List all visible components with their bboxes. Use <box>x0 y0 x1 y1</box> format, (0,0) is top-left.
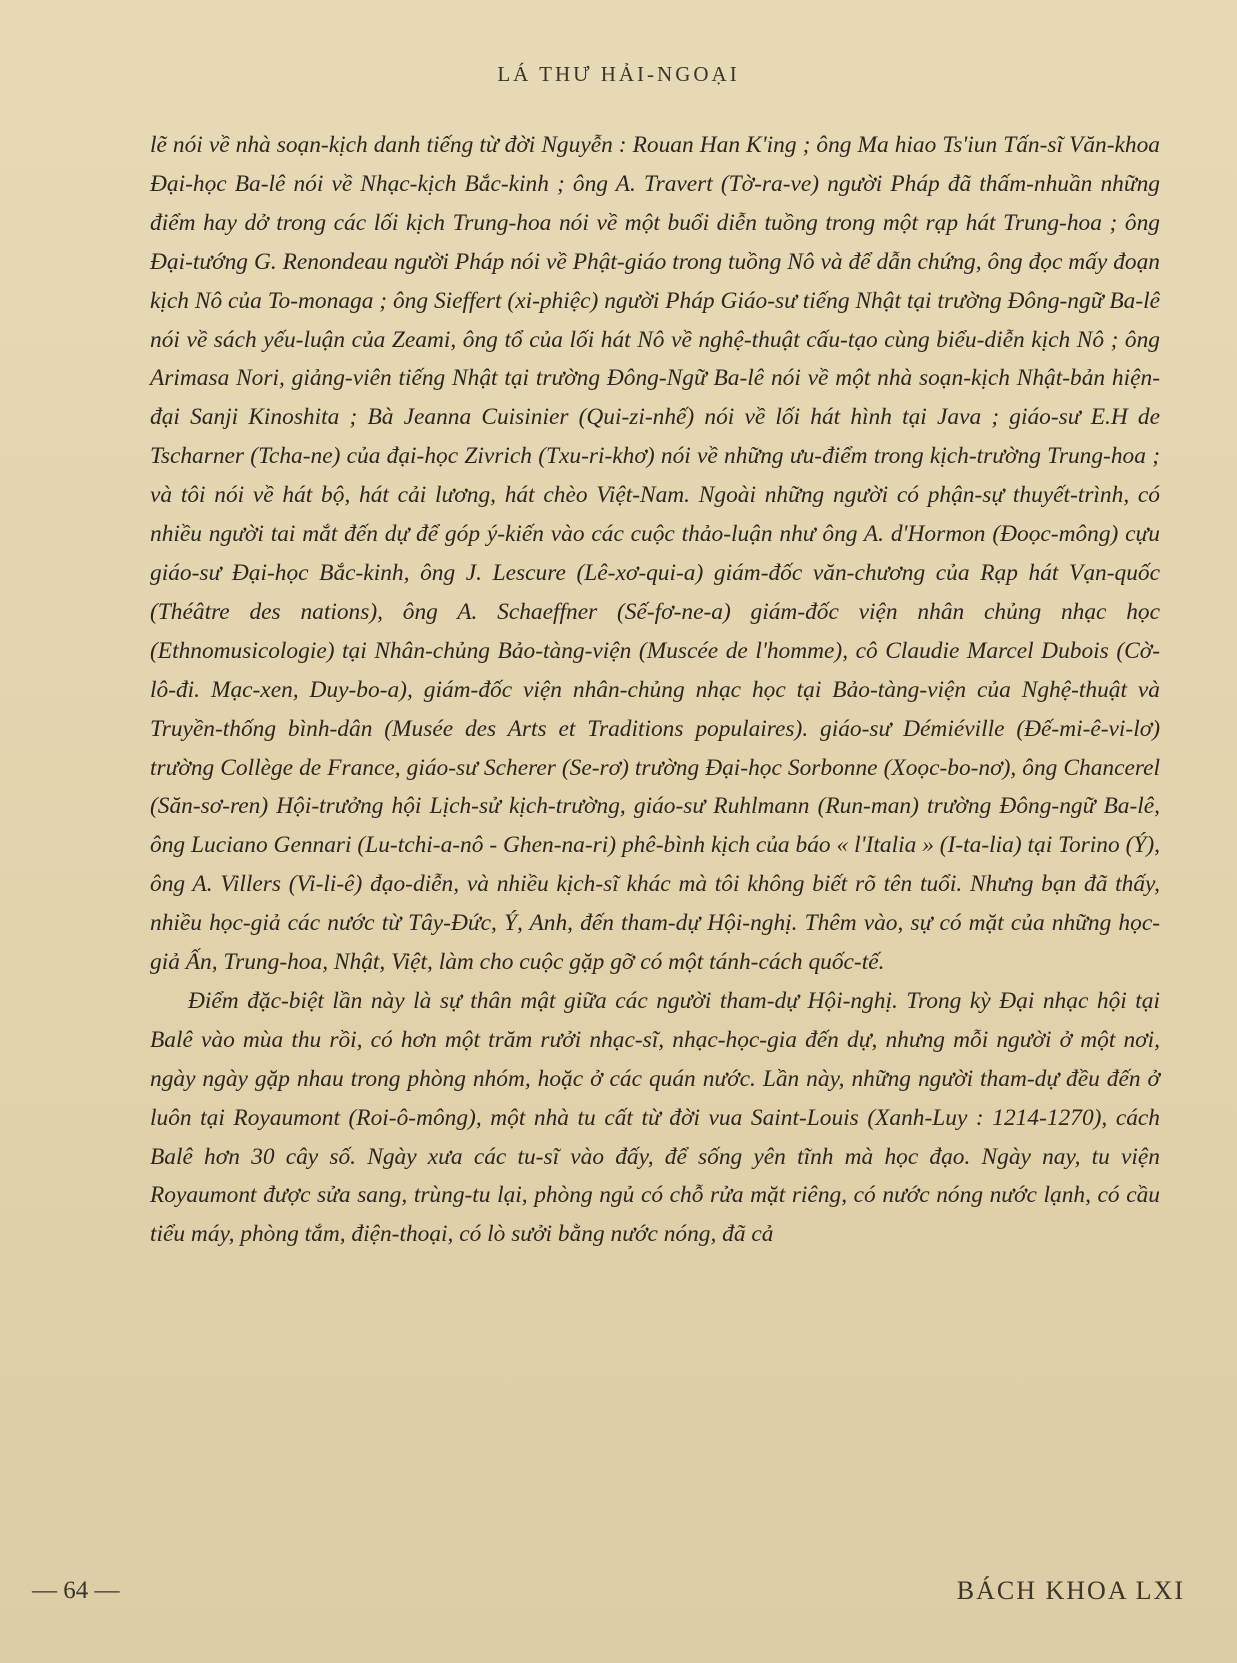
article-body <box>150 126 1160 1254</box>
magazine-issue: BÁCH KHOA LXI <box>956 1576 1185 1605</box>
page-number: — 64 — <box>32 1577 120 1604</box>
body-paragraph: Điểm đặc-biệt lần này là sự thân mật giữa các người tham-dự Hội-nghị. Trong kỳ Đại nhạc hội tại Balê vào mùa thu rồi, có hơn một trăm rưởi nhạc-sĩ, nhạc-học-gia đến dự, nhưng mỗi người ở một nơi, ngày ngày gặp nhau trong phòng nhóm, hoặc ở các quán nước. Lần này, những người tham-dự đều đến ở luôn tại Royaumont (Roi-ô-mông), một nhà tu cất từ đời vua Saint-Louis (Xanh-Luy : 1214-1270), cách Balê hơn 30 cây số. Ngày xưa các tu-sĩ vào đấy, để sống yên tĩnh mà học đạo. Ngày nay, tu viện Royaumont được sửa sang, trùng-tu lại, phòng ngủ có chỗ rửa mặt riêng, có nước nóng nước lạnh, có cầu tiểu máy, phòng tắm, điện-thoại, có lò sưởi bằng nước nóng, đã cả <box>150 987 1160 1248</box>
body-paragraph: lẽ nói về nhà soạn-kịch danh tiếng từ đời Nguyễn : Rouan Han K'ing ; ông Ma hiao Ts'iun Tấn-sĩ Văn-khoa Đại-học Ba-lê nói về Nhạc-kịch Bắc-kinh ; ông A. Travert (Tờ-ra-ve) người Pháp đã thấm-nhuần những điểm hay dở trong các lối kịch Trung-hoa nói về một buổi diễn tuồng trong một rạp hát Trung-hoa ; ông Đại-tướng G. Renondeau người Pháp nói về Phật-giáo trong tuồng Nô và để dẫn chứng, ông đọc mấy đoạn kịch Nô của To-monaga ; ông Sieffert (xi-phiệc) người Pháp Giáo-sư tiếng Nhật tại trường Đông-ngữ Ba-lê nói về sách yếu-luận của Zeami, ông tổ của lối hát Nô về nghệ-thuật cấu-tạo cùng biểu-diễn kịch Nô ; ông Arimasa Nori, giảng-viên tiếng Nhật tại trường Đông-Ngữ Ba-lê nói về một nhà soạn-kịch Nhật-bản hiện-đại Sanji Kinoshita ; Bà Jeanna Cuisinier (Qui-zi-nhế) nói về lối hát hình tại Java ; giáo-sư E.H de Tscharner (Tcha-ne) của đại-học Zivrich (Txu-ri-khơ) nói về những ưu-điểm trong kịch-trường Trung-hoa ; và tôi nói về hát bộ, hát cải lương, hát chèo Việt-Nam. Ngoài những người có phận-sự thuyết-trình, có nhiều người tai mắt đến dự để góp ý-kiến vào các cuộc thảo-luận như ông A. d'Hormon (Đoọc-mông) cựu giáo-sư Đại-học Bắc-kinh, ông J. Lescure (Lê-xơ-qui-a) giám-đốc văn-chương của Rạp hát Vạn-quốc (Théâtre des nations), ông A. Schaeffner (Sế-fơ-ne-a) giám-đốc viện nhân chủng nhạc học (Ethnomusicologie) tại Nhân-chủng Bảo-tàng-viện (Muscée de l'homme), cô Claudie Marcel Dubois (Cờ-lô-đi. Mạc-xen, Duy-bo-a), giám-đốc viện nhân-chủng nhạc học tại Bảo-tàng-viện của Nghệ-thuật và Truyền-thống bình-dân (Musée des Arts et Traditions populaires). giáo-sư Démiéville (Đế-mi-ê-vi-lơ) trường Collège de France, giáo-sư Scherer (Se-rơ) trường Đại-học Sorbonne (Xoọc-bo-nơ), ông Chancerel (Săn-sơ-ren) Hội-trưởng hội Lịch-sử kịch-trường, giáo-sư Ruhlmann (Run-man) trường Đông-ngữ Ba-lê, ông Luciano Gennari (Lu-tchi-a-nô - Ghen-na-ri) phê-bình kịch của báo « l'Italia » (I-ta-lia) tại Torino (Ý), ông A. Villers (Vi-li-ê) đạo-diễn, và nhiều kịch-sĩ khác mà tôi không biết rõ tên tuổi. Nhưng bạn đã thấy, nhiều học-giả các nước từ Tây-Đức, Ý, Anh, đến tham-dự Hội-nghị. Thêm vào, sự có mặt của những học-giả Ấn, Trung-hoa, Nhật, Việt, làm cho cuộc gặp gỡ có một tánh-cách quốc-tế. <box>150 132 1160 976</box>
running-header: LÁ THƯ HẢI-NGOẠI <box>497 62 740 86</box>
